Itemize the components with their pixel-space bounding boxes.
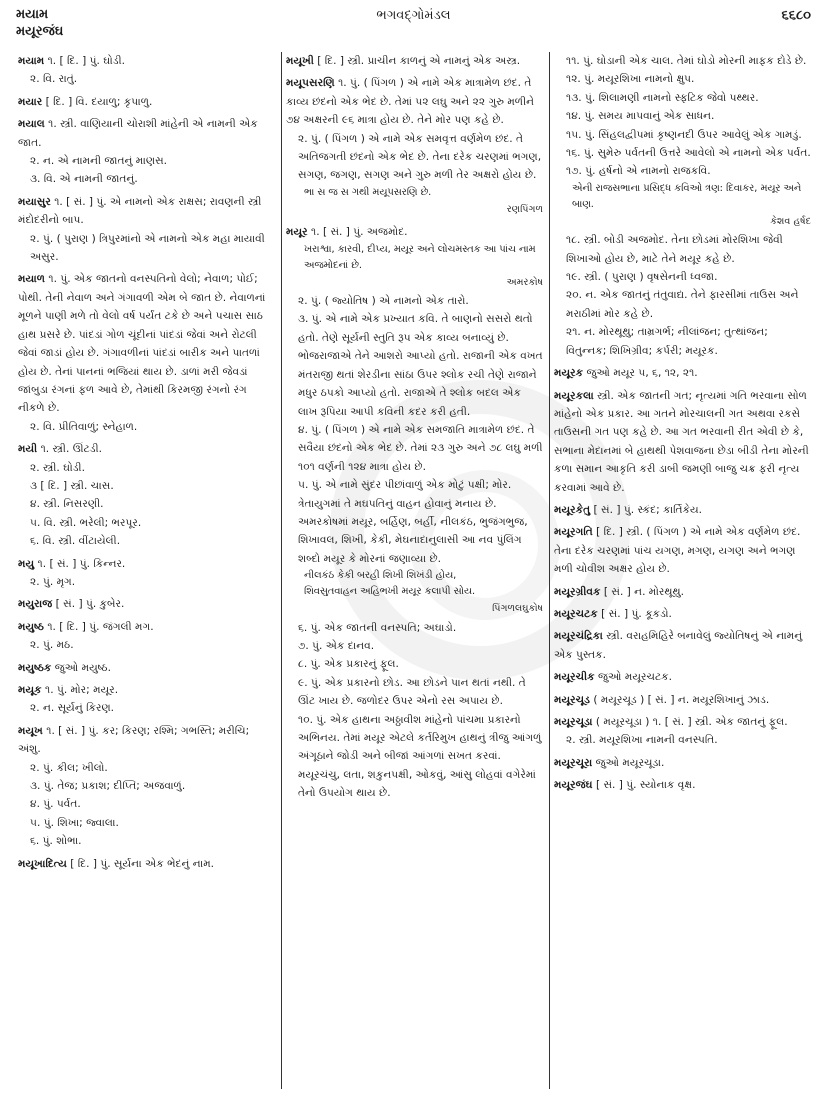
citation: ભા સ જ સ ગથી મયૂપસરણિ છે.	[304, 186, 432, 198]
headword: મયૂરગતિ	[554, 526, 593, 539]
dictionary-entry	[286, 52, 543, 70]
sense: ૨. પું. મૃગ.	[30, 575, 76, 588]
definition-text: ૧. પું. એક જાતનો વનસ્પતિનો વેલો; નેવાળ; પોઈ; પોથી. તેની નેવાળ અને ગંગાવળી એમ બે જાત છે. નેવાળનાં મૂળને પાણી મળે તો વેલો વર્ષ પર્યંત ટકે છે અને પચાસ સાઠ હાથ પ્રસરે છે. પાંદડાં ગોળ ચૂંદીનાં પાંદડાં જેવાં અને રોટલી જેવાં જાડાં હોય છે. ગંગાવળીનાં પાંદડાં બારીક અને પાતળાં હોય છે. તેનાં પાનનાં ભજિયાં થાય છે. ડાળાં મરી જેવડાં જાંબુડા રંગનાં ફળ આવે છે, તેમાંથી કિરમજી રંગનો રંગ નીકળે છે.	[18, 273, 266, 415]
citation-source: કેશવ હર્ષદ	[770, 215, 811, 227]
dictionary-entry	[554, 501, 811, 519]
headword: મયાર	[18, 95, 43, 108]
dictionary-entry	[18, 193, 275, 267]
citation-source: પિંગળલઘુકોષ	[492, 603, 543, 615]
entry-definition	[554, 583, 811, 601]
entry-definition	[286, 52, 543, 70]
entry-definition	[18, 440, 275, 458]
definition-text: ૧. [ સં. ] પું. એ નામનો એક રાક્ષસ; રાવણની સ્ત્રી મંદોદરીનો બાપ.	[18, 195, 262, 227]
definition-text: જુઓ મયૂરચૂડા.	[595, 756, 665, 769]
definition-text: [ દિ. ] પું. સૂર્યના એક ભેદનું નામ.	[70, 857, 215, 870]
sense: ૩. પું. તેજ; પ્રકાશ; દીપ્તિ; અજવાળું.	[30, 780, 186, 793]
headword: મયુષ્ઠ	[18, 620, 44, 633]
sense: ૬. વિ. સ્ત્રી. વીંટાયેલી.	[30, 535, 121, 548]
sense: ૨. સ્ત્રી. ઘોડી.	[30, 461, 85, 474]
column-1	[14, 52, 281, 1089]
headword: મયી	[18, 443, 38, 456]
headword: મયૂરચૂરા	[554, 756, 593, 769]
definition-text: ૧. [ દિ. ] પું. જંગલી મગ.	[47, 620, 154, 633]
entry-definition	[18, 193, 275, 230]
definition-text: ૧. સ્ત્રી. ઊંટડી.	[40, 443, 103, 456]
sense: ૨. પું. ( પુરાણ ) ત્રિપુરમાંનો એ નામનો એક મહા માયાવી અસુર.	[30, 232, 265, 264]
citation: શિવસુતવાહન અહિભખી મયૂર કલાપી સોય.	[304, 586, 476, 598]
definition-text: જુઓ મયૂરચટક.	[598, 671, 672, 684]
dictionary-entry	[554, 691, 811, 709]
definition-text: ૧. [ સં. ] પું. કર; કિરણ; રશ્મિ; ગભસ્તિ; મરીચિ; અંશુ.	[18, 724, 250, 756]
headword: મયૂક	[18, 684, 42, 696]
definition-text: જુઓ મયૂર ૫, ૬, ૧૨, ૨૧.	[586, 367, 698, 380]
dictionary-entry	[554, 754, 811, 772]
entry-definition	[554, 364, 811, 382]
sense: ૯. પું. એક પ્રકારનો છોડ. આ છોડને પાન થતાં નથી. તે ઊંટ ખાય છે. જળોદર ઉપર એનો રસ અપાય છે.	[298, 676, 526, 708]
headword: મયૂર	[286, 226, 308, 239]
sense: ૨. પું. કીલ; ખીલો.	[30, 761, 108, 774]
sense: ૧૬. પું. સુમેરુ પર્વતની ઉત્તરે આવેલો એ નામનો એક પર્વત.	[566, 147, 811, 160]
headword: મયૂખ	[18, 724, 43, 737]
entry-definition	[554, 691, 811, 709]
citation: નીલકંઠ કેકી બરહી શિખી શિખંડી હોય,	[304, 570, 457, 582]
definition-text: ( મયૂરચૂડા ) ૧. [ સં. ] સ્ત્રી. એક જાતનું ફૂલ.	[595, 716, 788, 728]
dictionary-entry	[18, 52, 275, 89]
sense: ૧૧. પું. ઘોડાની એક ચાલ. તેમાં ઘોડો મોરની માફક દોડે છે.	[566, 55, 807, 67]
definition-text: જુઓ મયુષ્ઠ.	[54, 661, 111, 674]
definition-text: [ સં. ] પું. કુબેર.	[55, 598, 125, 611]
sense: ૫. પું. એ નામે સુંદર પીછાંવાળું એક મોટું પક્ષી; મોર. ત્રેતાયુગમાં તે મઘપતિનું વાહન હોવાનું મનાય છે. અમરકોષમાં મયૂર, બર્હિણ, બર્હી, નીલકંઠ, ભુજંગભુજ, શિખાવલ, શિખી, કેકી, મેઘનાદાનુલાસી આ નવ પુંલિંગ શબ્દો મયૂર કે મોરનાં જણાવ્યા છે.	[298, 479, 528, 565]
entry-definition	[554, 776, 811, 794]
headword: મયુરાજ	[18, 598, 53, 611]
dictionary-columns	[14, 52, 817, 1089]
definition-text: ૧. [ સં. ] પું. અજમોદ.	[311, 226, 408, 239]
sense: ૪. પું. ( પિંગળ ) એ નામે એક સમજાતિ માત્રામેળ છંદ. તે સવૈયા છંદનો એક ભેદ છે. તેમાં ૨૩ ગુરુ અને ૭૮ લઘુ મળી ૧૦૧ વર્ણની ૧૨૪ માત્રા હોય છે.	[298, 423, 543, 473]
definition-text: ૧. [ સં. ] પું. કિન્નર.	[37, 557, 126, 570]
definition-text: ( મયૂરચૂડ ) [ સં. ] ન. મયૂરશિખાનું ઝાડ.	[593, 693, 770, 706]
sense: ૧૪. પું. સમય માપવાનું એક સાધન.	[566, 110, 715, 123]
sense: ૨૧. ન. મોરથૂથુ; તામ્રગર્ભ; નીલાંજન; તુત્થાંજન; વિતુન્નક; શિખિગ્રીવ; કર્પરી; મયૂરક.	[566, 326, 768, 357]
entry-definition	[18, 595, 275, 613]
sense: ૨. વિ. પ્રીતિવાળું; સ્નેહાળ.	[30, 420, 138, 433]
sense: ૬. પું. એક જાતની વનસ્પતિ; અઘાડો.	[298, 621, 457, 634]
sense: ૨. સ્ત્રી. મયૂરશિખા નામની વનસ્પતિ.	[566, 734, 718, 747]
entry-definition	[18, 52, 275, 70]
definition-text: [ દિ. ] સ્ત્રી. ( પિંગળ ) એ નામે એક વર્ણમેળ છંદ. તેના દરેક ચરણમાં પાંચ યગણ, મગણ, યગણ અને ભગણ મળી ચોવીશ અક્ષર હોય છે.	[554, 526, 801, 576]
sense: ૪. પું. પર્વત.	[30, 798, 81, 811]
entry-definition	[554, 501, 811, 519]
headword: મયાસુર	[18, 195, 51, 208]
headword: મયૂરચીક	[554, 671, 595, 684]
headword: મયુ	[18, 557, 35, 570]
sense: ૧૯. સ્ત્રી. ( પુરાણ ) વૃષસેનની ધ્વજા.	[566, 271, 718, 284]
headword: મયાલ	[18, 118, 45, 131]
sense: ૨. પું. મઠ.	[30, 639, 74, 652]
definition-text: સ્ત્રી. એક જાતની ગત; નૃત્યમાં ગતિ ભરવાના સોળ માંહેનો એક પ્રકાર. આ ગતને મોરચાલની ગત અથવા રકસે તાઉસની ગત પણ કહે છે. આ ગત ભરવાની રીત એવી છે કે, સભાના મેદાનમાં બે હાથથી પેશવાજના છેડા બીડી તેના મોરની કળા સમાન આકૃતિ કરી ડાબી જમણી બાજુ ચક્ર ફરી નૃત્ય કરવામાં આવે છે.	[554, 389, 809, 494]
definition-text: [ સં. ] પું. સ્કંદ; કાર્તિકેય.	[593, 503, 703, 516]
entry-definition	[554, 627, 811, 664]
dictionary-entry	[18, 855, 275, 873]
dictionary-entry	[554, 605, 811, 623]
sense: ૩. પું. એ નામે એક પ્રખ્યાત કવિ. તે બાણનો સસરો થતો હતો. તેણે સૂર્યની સ્તુતિ રૂપ એક કાવ્ય બનાવ્યું છે. ભોજરાજાએ તેને આશરો આપ્યો હતો. રાજાની એક વખત મંતરાજી થતાં શેરડીના સાંઠા ઉપર શ્લોક રચી તેણે રાજાને મધુર ઠપકો આપ્યો હતો. રાજાએ તે શ્લોક બદલ એક લાખ રૂપિયા આપી કવિની કદર કરી હતી.	[298, 313, 543, 418]
headword: મયૂખાદિત્ય	[18, 857, 67, 870]
headword: મયૂરગ્રીવક	[554, 585, 601, 598]
entry-definition	[554, 523, 811, 578]
headword: મયૂરજંઘ	[554, 779, 593, 792]
sense: ૨. પું. ( પિંગળ ) એ નામે એક સમવૃત્ત વર્ણમેળ છંદ. તે અતિજગતી છંદનો એક ભેદ છે. તેના દરેક ચરણમાં ભગણ, સગણ, જગણ, સગણ અને ગુરુ મળી તેર અક્ષરો હોય છે.	[298, 132, 542, 182]
citation-source: રણપિંગળ	[506, 203, 543, 215]
dictionary-entry	[18, 681, 275, 718]
sense: ૩. વિ. એ નામની જાતનું.	[30, 173, 138, 186]
entry-definition	[18, 93, 275, 111]
entry-definition	[18, 115, 275, 152]
dictionary-entry	[18, 440, 275, 550]
entry-definition	[18, 855, 275, 873]
dictionary-entry	[554, 52, 811, 360]
sense: ૧૦. પું. એક હાથના અઠ્ઠાવીશ માંહેનો પાંચમા પ્રકારનો અભિનય. તેમાં મયૂર એટલે કર્તરિમુખ હાથનું ત્રીજુ આંગળું અંગૂઠાને જોડી અને બીજાં આંગળાં સખત કરવાં. મયૂરચંચુ, લતા, શકુનપક્ષી, ઓકવું, આંસુ લોહવાં વગેરેમાં તેનો ઉપયોગ થાય છે.	[298, 713, 542, 800]
headword: મયૂપસરણિ	[286, 77, 335, 90]
sense: ૨. પું. ( જ્યોતિષ ) એ નામનો એક તારો.	[298, 295, 469, 308]
sense: ૫. પું. શિખા; જ્વાલા.	[30, 816, 119, 829]
entry-definition	[286, 74, 543, 129]
dictionary-entry	[18, 555, 275, 592]
dictionary-entry	[18, 115, 275, 189]
dictionary-entry	[554, 364, 811, 382]
dictionary-entry	[554, 776, 811, 794]
dictionary-entry	[18, 659, 275, 677]
sense: ૮. પું. એક પ્રકારનું ફૂલ.	[298, 658, 399, 671]
citation-source: અમરકોષ	[506, 276, 543, 288]
definition-text: સ્ત્રી. વરાહમિહિરે બનાવેલું જ્યોતિષનું એ નામનું એક પુસ્તક.	[554, 630, 803, 661]
sense: ૨૦. ન. એક જાતનું તંતુવાદ્ય. તેને ફારસીમાં તાઉસ અને મરાઠીમાં મોર કહે છે.	[566, 289, 799, 320]
sense: ૧૫. પું. સિંહલદ્વીપમાં કૃષ્ણનદી ઉપર આવેલું એક ગામડું.	[566, 128, 802, 141]
dictionary-entry	[18, 722, 275, 851]
sense: ૧૨. પું. મયૂરશિખા નામનો ક્ષુપ.	[566, 73, 695, 86]
dictionary-entry	[18, 595, 275, 613]
definition-text: [ સં. ] પું. કૂકડો.	[601, 607, 672, 620]
definition-text: [ સં. ] પું. સ્યોનાક વૃક્ષ.	[595, 779, 696, 792]
headword: મયાળ	[18, 273, 46, 286]
dictionary-entry	[554, 583, 811, 601]
dictionary-entry	[554, 387, 811, 497]
citation: એની રાજસભાના પ્રસિદ્ધ કવિઓ ત્રણ: દિવાકર, મયૂર અને બાણ.	[572, 182, 802, 210]
dictionary-entry	[18, 618, 275, 655]
sense: ૩ [ દિ. ] સ્ત્રી. ચાસ.	[30, 479, 114, 492]
guide-word-top: મયામ	[16, 7, 49, 22]
entry-definition	[554, 713, 811, 731]
entry-definition	[554, 668, 811, 686]
headword: મયામ	[18, 55, 45, 67]
column-3	[549, 52, 817, 1089]
headword: મયૂખી	[286, 55, 314, 67]
book-title: ભગવદ્ગોમંડલ	[376, 8, 451, 23]
entry-definition	[554, 605, 811, 623]
definition-text: [ દિ. ] સ્ત્રી. પ્રાચીન કાળનું એ નામનું એક અસ્ત્ર.	[317, 55, 521, 67]
column-2	[281, 52, 549, 1089]
dictionary-entry	[554, 523, 811, 578]
sense: ૬. પું. શોભા.	[30, 835, 82, 848]
page-number: ૬૬૮૦	[781, 8, 811, 23]
dictionary-entry	[286, 74, 543, 219]
sense: ૨. વિ. રાતું.	[30, 73, 78, 86]
headword: મયૂરકલા	[554, 389, 594, 402]
dictionary-entry	[554, 627, 811, 664]
sense: ૨. ન. એ નામની જાતનું માણસ.	[30, 155, 168, 168]
headword: મયૂરચૂડા	[554, 716, 593, 728]
definition-text: ૧. પું. મોર; મયૂર.	[45, 684, 119, 696]
dictionary-entry	[554, 668, 811, 686]
headword: મયૂરકેતુ	[554, 503, 591, 516]
sense: ૨. ન. સૂર્યનું કિરણ.	[30, 702, 115, 715]
citation: ખરાશ્વા, કારવી, દીપ્ય, મયૂર અને લોચમસ્તક આ પાંચ નામ અજમોદનાં છે.	[304, 243, 536, 271]
definition-text: ૧. સ્ત્રી. વાણિયાની ચોરાશી માંહેની એ નામની એક જાત.	[18, 118, 258, 149]
page-header	[16, 6, 811, 46]
headword: મયૂરચટક	[554, 607, 598, 620]
definition-text: [ દિ. ] વિ. દયાળુ; કૃપાળુ.	[45, 95, 153, 108]
dictionary-entry	[18, 270, 275, 436]
sense: ૧૩. પું. શિલામણી નામનો સ્ફટિક જેવો પથ્થર.	[566, 91, 759, 104]
entry-definition	[18, 659, 275, 677]
dictionary-entry	[18, 93, 275, 111]
dictionary-entry	[554, 713, 811, 750]
headword: મયુષ્ઠક	[18, 661, 52, 674]
sense: ૭. પું. એક દાનવ.	[298, 639, 375, 652]
entry-definition	[18, 681, 275, 699]
entry-definition	[554, 754, 811, 772]
sense: ૪. સ્ત્રી. નિસરણી.	[30, 498, 104, 511]
definition-text: [ સં. ] ન. મોરથૂથુ.	[603, 585, 685, 598]
entry-definition	[18, 555, 275, 573]
definition-text: ૧. પું. ( પિંગળ ) એ નામે એક માત્રામેળ છંદ. તે કાવ્ય છંદનો એક ભેદ છે. તેમાં ૫૨ લઘુ અને ૨૨ ગુરુ મળીને ૭૪ અક્ષરની ૯૬ માત્રા હોય છે. તેને મોર પણ કહે છે.	[286, 77, 534, 127]
headword: મયૂરક	[554, 367, 584, 380]
entry-definition	[286, 223, 543, 241]
sense: ૫. વિ. સ્ત્રી. ભરેલી; ભરપૂર.	[30, 516, 142, 529]
sense: ૧૭. પું. હર્ષનો એ નામનો રાજકવિ.	[566, 165, 711, 178]
entry-definition	[18, 270, 275, 417]
headword: મયૂરચૂડ	[554, 693, 590, 706]
entry-definition	[18, 722, 275, 759]
definition-text: ૧. [ દિ. ] પું. ઘોડી.	[47, 55, 125, 67]
sense: ૧૮. સ્ત્રી. બોડી અજમોદ. તેના છોડમાં મોરશિખા જેવી શિખાઓ હોય છે, માટે તેને મયૂર કહે છે.	[566, 234, 783, 265]
headword: મયૂરચંદ્રિકા	[554, 630, 603, 643]
dictionary-entry	[286, 223, 543, 802]
guide-word-bottom: મયૂરજંઘ	[16, 24, 64, 39]
entry-definition	[18, 618, 275, 636]
entry-definition	[554, 387, 811, 497]
